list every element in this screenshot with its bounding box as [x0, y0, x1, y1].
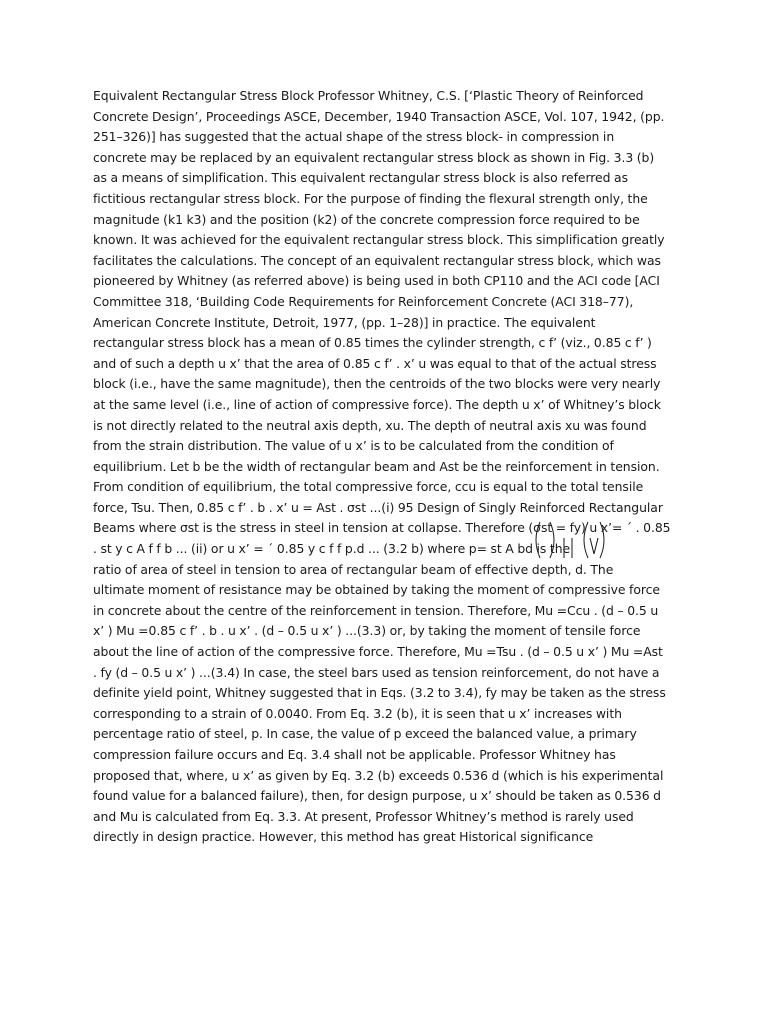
text-line: equilibrium. Let b be the width of rectangular beam and Ast be the reinforcement in tension.: [93, 458, 660, 474]
text-line: ultimate moment of resistance may be obtained by taking the moment of compressive force: [93, 582, 660, 598]
text-line: . st y c A f f b ... (ii) or u x’ = ´ 0.85 y c f f p.d ... (3.2 b) where p= st A bd is the: [93, 541, 571, 557]
text-line: . fy (d – 0.5 u x’ ) ...(3.4) In case, the steel bars used as tension reinforcement, do not have a: [93, 664, 660, 680]
text-line: ratio of area of steel in tension to area of rectangular beam of effective depth, d. The: [93, 561, 614, 577]
text-line: percentage ratio of steel, p. In case, the value of p exceed the balanced value, a primary: [93, 726, 637, 742]
equation-bracket-marks: [528, 520, 628, 560]
text-line: and Mu is calculated from Eq. 3.3. At present, Professor Whitney’s method is rarely used: [93, 808, 634, 824]
text-line: American Concrete Institute, Detroit, 1977, (pp. 1–28)] in practice. The equivalent: [93, 314, 596, 330]
text-line: Committee 318, ‘Building Code Requirements for Reinforcement Concrete (ACI 318–77),: [93, 293, 634, 309]
text-line: fictitious rectangular stress block. For the purpose of finding the flexural strength only, the: [93, 190, 648, 206]
text-line: is not directly related to the neutral axis depth, xu. The depth of neutral axis xu was found: [93, 417, 647, 433]
text-line: pioneered by Whitney (as referred above) is being used in both CP110 and the ACI code [ACI: [93, 273, 660, 289]
text-line: as a means of simplification. This equivalent rectangular stress block is also referred as: [93, 170, 628, 186]
text-line: found value for a balanced failure), then, for design purpose, u x’ should be taken as 0.536 d: [93, 788, 661, 804]
text-line: known. It was achieved for the equivalent rectangular stress block. This simplification greatly: [93, 232, 665, 248]
text-line: force, Tsu. Then, 0.85 c f’ . b . x’ u = Ast . σst ...(i) 95 Design of Singly Reinforced Rectangular: [93, 499, 663, 515]
text-line: From condition of equilibrium, the total compressive force, ccu is equal to the total tensile: [93, 479, 644, 495]
text-line: Concrete Design’, Proceedings ASCE, December, 1940 Transaction ASCE, Vol. 107, 1942, (pp.: [93, 108, 665, 124]
text-line: facilitates the calculations. The concept of an equivalent rectangular stress block, which was: [93, 252, 661, 268]
text-line: 251–326)] has suggested that the actual shape of the stress block- in compression in: [93, 129, 615, 145]
text-line: in concrete about the centre of the reinforcement in tension. Therefore, Mu =Ccu . (d – 0.5 u: [93, 602, 659, 618]
text-line: rectangular stress block has a mean of 0.85 times the cylinder strength, c f’ (viz., 0.85 c f’ ): [93, 335, 652, 351]
body-paragraph: [93, 86, 678, 848]
text-line: block (i.e., have the same magnitude), then the centroids of the two blocks were very nearly: [93, 376, 661, 392]
text-line: and of such a depth u x’ that the area of 0.85 c f’ . x’ u was equal to that of the actual stress: [93, 355, 657, 371]
text-line: x’ ) Mu =0.85 c f’ . b . u x’ . (d – 0.5 u x’ ) ...(3.3) or, by taking the moment of tensile force: [93, 623, 641, 639]
text-line: about the line of action of the compressive force. Therefore, Mu =Tsu . (d – 0.5 u x’ ) Mu =Ast: [93, 644, 663, 660]
text-line: compression failure occurs and Eq. 3.4 shall not be applicable. Professor Whitney has: [93, 747, 616, 762]
text-line: proposed that, where, u x’ as given by Eq. 3.2 (b) exceeds 0.536 d (which is his experimental: [93, 767, 664, 783]
text-line: Beams where σst is the stress in steel in tension at collapse. Therefore (σst = fy) u x’= ´ . 0.85: [93, 520, 671, 536]
text-line: corresponding to a strain of 0.0040. From Eq. 3.2 (b), it is seen that u x’ increases with: [93, 705, 622, 721]
text-line: directly in design practice. However, this method has great Historical significance: [93, 829, 594, 845]
text-line: concrete may be replaced by an equivalent rectangular stress block as shown in Fig. 3.3 (b): [93, 149, 655, 165]
text-line: from the strain distribution. The value of u x’ is to be calculated from the condition of: [93, 438, 614, 454]
text-line: definite yield point, Whitney suggested that in Eqs. (3.2 to 3.4), fy may be taken as the stress: [93, 685, 666, 701]
text-line: at the same level (i.e., line of action of compressive force). The depth u x’ of Whitney’s block: [93, 396, 661, 412]
text-line: Equivalent Rectangular Stress Block Professor Whitney, C.S. [‘Plastic Theory of Reinforced: [93, 88, 644, 103]
text-line: magnitude (k1 k3) and the position (k2) of the concrete compression force required to be: [93, 211, 640, 227]
